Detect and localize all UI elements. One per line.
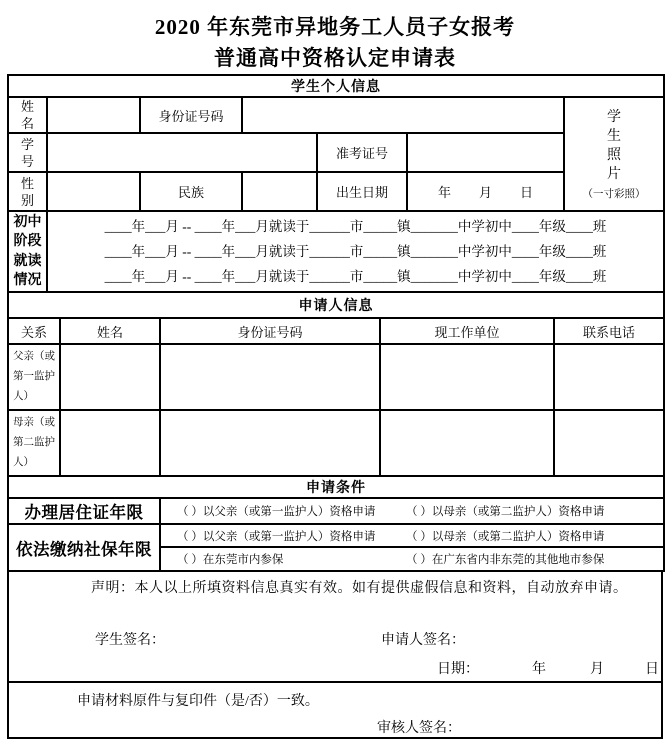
signature-date-day: 日 <box>645 662 659 677</box>
student-photo-note: （一寸彩照） <box>582 188 646 200</box>
signature-date-year: 年 <box>532 662 546 677</box>
birth-date-label: 出生日期 <box>317 172 407 211</box>
declaration-text: 声明：本人以上所填资料信息真实有效。如有提供虚假信息和资料，自动放弃申请。 <box>91 581 628 596</box>
student-signature-label: 学生签名： <box>95 633 165 648</box>
father-phone-cell <box>554 344 664 410</box>
junior-history-line: ____年___月 -- ____年___月就读于______市_____镇_______中学初中____年级____班 <box>104 269 607 284</box>
residence-option-father: （ ）以父亲（或第一监护人）资格申请 <box>177 506 376 518</box>
residence-options-cell <box>160 498 664 524</box>
reviewer-signature-label: 审核人签名： <box>377 721 461 736</box>
social-insurance-label: 依法缴纳社保年限 <box>8 524 160 571</box>
student-name-label-text: 姓名 <box>20 99 34 131</box>
conditions-section-header: 申请条件 <box>8 476 664 498</box>
residence-permit-label: 办理居住证年限 <box>8 498 160 524</box>
applicant-col-name: 姓名 <box>60 318 160 344</box>
applicant-row-mother <box>8 410 664 476</box>
junior-history-table <box>7 210 665 293</box>
gender-value-cell <box>47 172 140 211</box>
student-photo-label: 学生照片 <box>607 109 621 182</box>
student-no-value-cell <box>47 133 317 172</box>
mother-relation-label: 母亲（或第二监护人） <box>8 410 60 476</box>
mother-phone-cell <box>554 410 664 476</box>
form-title-line2: 普通高中资格认定申请表 <box>214 46 456 70</box>
birth-date-value-cell <box>407 172 564 211</box>
birth-date-format <box>408 182 563 201</box>
social-option-mother: （ ）以母亲（或第二监护人）资格申请 <box>406 530 605 543</box>
student-id-label: 身份证号码 <box>140 97 242 133</box>
applicant-section-header: 申请人信息 <box>8 292 664 318</box>
mother-workunit-cell <box>380 410 554 476</box>
student-info-table <box>7 74 665 212</box>
mother-id-cell <box>160 410 380 476</box>
applicant-signature-label: 申请人签名： <box>381 633 465 648</box>
student-photo-cell <box>564 97 664 211</box>
residence-option-mother: （ ）以母亲（或第二监护人）资格申请 <box>406 506 605 518</box>
gender-label-text: 性别 <box>20 175 34 208</box>
materials-consistency-text: 申请材料原件与复印件（是/否）一致。 <box>77 694 319 709</box>
social-option-dongguan: （ ）在东莞市内参保 <box>177 554 284 566</box>
student-name-value-cell <box>47 97 140 133</box>
social-options-cell-2 <box>160 547 664 571</box>
applicant-col-phone: 联系电话 <box>554 318 664 344</box>
father-workunit-cell <box>380 344 554 410</box>
father-id-cell <box>160 344 380 410</box>
applicant-col-workunit: 现工作单位 <box>380 318 554 344</box>
ethnic-label: 民族 <box>140 172 242 211</box>
signature-date-month: 月 <box>590 662 604 677</box>
applicant-info-table <box>7 291 665 477</box>
declaration-block <box>7 570 663 683</box>
student-name-label <box>8 97 47 133</box>
social-options-cell-1 <box>160 524 664 547</box>
form-body <box>7 74 664 739</box>
exam-no-value-cell <box>407 133 564 172</box>
signature-date-label: 日期： <box>437 662 479 677</box>
father-name-cell <box>60 344 160 410</box>
father-relation-label: 父亲（或第一监护人） <box>8 344 60 410</box>
junior-history-content <box>47 211 664 292</box>
junior-history-label <box>8 211 47 292</box>
gender-label <box>8 172 47 211</box>
form-title-line1: 2020 年东莞市异地务工人员子女报考 <box>154 15 516 39</box>
student-section-header: 学生个人信息 <box>8 75 664 97</box>
junior-history-line: ____年___月 -- ____年___月就读于______市_____镇_______中学初中____年级____班 <box>104 244 607 259</box>
junior-history-label-text: 初中阶段就读情况 <box>13 214 42 288</box>
social-option-guangdong: （ ）在广东省内非东莞的其他地市参保 <box>406 554 605 566</box>
review-block <box>7 681 663 739</box>
applicant-row-father <box>8 344 664 410</box>
birth-day-char: 日 <box>519 185 533 200</box>
form-title <box>0 0 670 74</box>
birth-month-char: 月 <box>478 185 492 200</box>
student-no-label <box>8 133 47 172</box>
student-id-value-cell <box>242 97 564 133</box>
student-no-label-text: 学号 <box>20 136 34 169</box>
applicant-col-relation: 关系 <box>8 318 60 344</box>
junior-history-lines <box>48 212 663 291</box>
conditions-table <box>7 475 665 572</box>
mother-name-cell <box>60 410 160 476</box>
birth-year-char: 年 <box>437 185 451 200</box>
exam-no-label: 准考证号 <box>317 133 407 172</box>
applicant-col-id: 身份证号码 <box>160 318 380 344</box>
social-option-father: （ ）以父亲（或第一监护人）资格申请 <box>177 530 376 543</box>
junior-history-line: ____年___月 -- ____年___月就读于______市_____镇_______中学初中____年级____班 <box>104 219 607 234</box>
ethnic-value-cell <box>242 172 317 211</box>
